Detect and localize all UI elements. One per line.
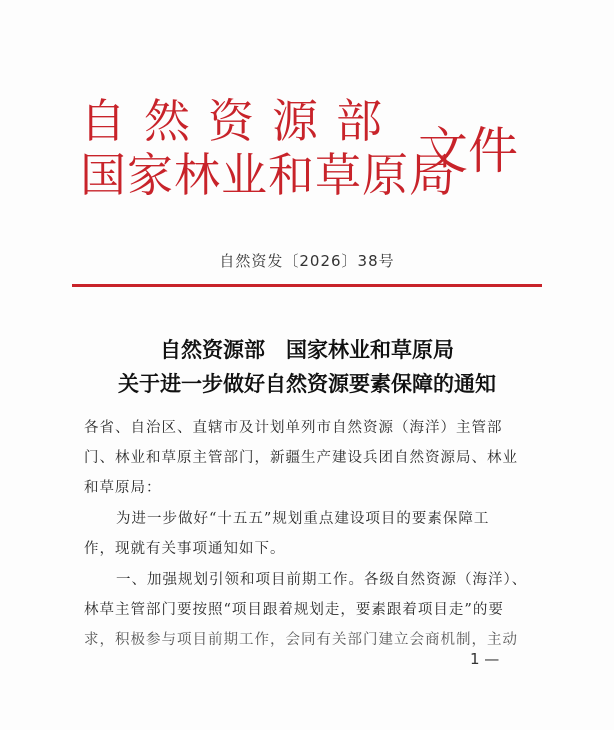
- body-line: 和草原局：: [84, 480, 162, 496]
- body-line: 一、加强规划引领和项目前期工作。各级自然资源（海洋）、: [116, 572, 528, 588]
- body-line: 求，积极参与项目前期工作，会同有关部门建立会商机制，主动: [84, 632, 518, 648]
- page-number: 1 —: [470, 650, 500, 668]
- document-number: 自然资发〔2026〕38号: [219, 252, 395, 270]
- body-line: 林草主管部门要按照“项目跟着规划走，要素跟着项目走”的要: [84, 602, 504, 618]
- notice-title-issuers: 自然资源部 国家林业和草原局: [160, 338, 454, 362]
- body-line: 各省、自治区、直辖市及计划单列市自然资源（海洋）主管部: [84, 420, 503, 436]
- issuer-ministry-of-natural-resources: 自然资源部: [80, 94, 400, 148]
- document-type-label: 文件: [418, 122, 518, 180]
- notice-title-subject: 关于进一步做好自然资源要素保障的通知: [118, 372, 496, 396]
- body-line: 为进一步做好“十五五”规划重点建设项目的要素保障工: [116, 511, 490, 527]
- issuer-national-forestry-grassland-administration: 国家林业和草原局: [80, 148, 456, 202]
- red-separator-line: [72, 284, 542, 287]
- body-line: 门、林业和草原主管部门，新疆生产建设兵团自然资源局、林业: [84, 450, 518, 466]
- body-line: 作，现就有关事项通知如下。: [84, 541, 286, 557]
